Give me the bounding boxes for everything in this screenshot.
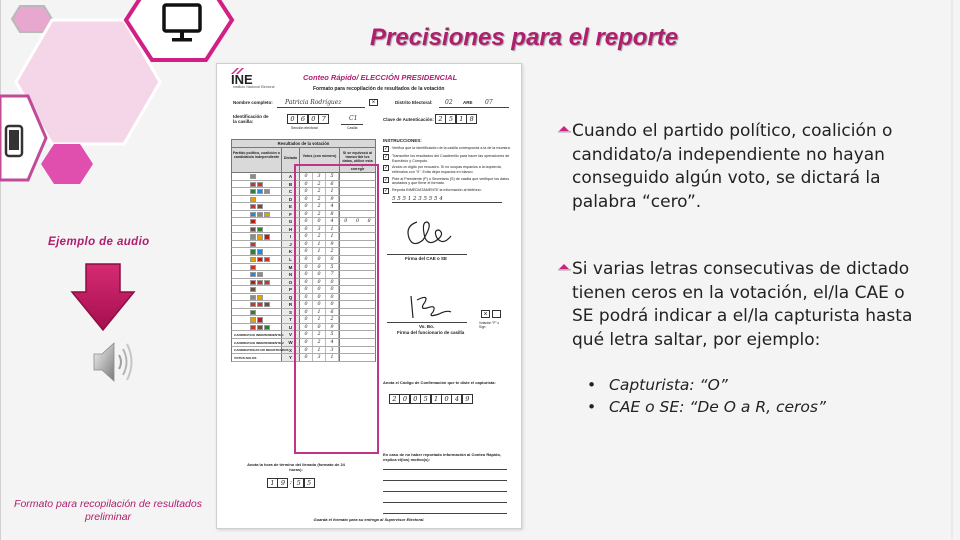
table-row bbox=[231, 196, 376, 204]
phone-icon bbox=[4, 124, 24, 158]
party-cell bbox=[232, 309, 282, 316]
cae-signature bbox=[403, 216, 453, 252]
party-cell: CANDIDATA/O INDEPENDIENTE 2 bbox=[234, 340, 284, 345]
table-row bbox=[231, 181, 376, 189]
ine-logo: INE bbox=[231, 72, 253, 87]
correction-cell bbox=[340, 286, 375, 293]
image-caption: Formato para recopilación de resultados preliminar bbox=[14, 498, 202, 523]
party-logo-icon bbox=[257, 227, 263, 232]
phone-number: 5 5 5 1 2 3 5 5 5 4 bbox=[392, 195, 443, 202]
are-label: ARE bbox=[463, 100, 473, 105]
correction-cell bbox=[340, 271, 375, 278]
party-logo-icon bbox=[257, 212, 263, 217]
dictado-letter: W bbox=[282, 339, 300, 346]
correction-cell bbox=[340, 294, 375, 301]
auth-label: Clave de Autenticación: bbox=[383, 117, 434, 122]
instructions-title: INSTRUCCIONES: bbox=[383, 138, 422, 143]
audio-example-label: Ejemplo de audio bbox=[48, 236, 150, 248]
party-logo-icon bbox=[250, 257, 256, 262]
table-row bbox=[231, 316, 376, 324]
correction-cell: 0 0 8 bbox=[344, 219, 371, 225]
dictado-letter: C bbox=[282, 188, 300, 195]
party-cell bbox=[232, 271, 282, 278]
col-votos-header: Votos (con número) bbox=[300, 148, 340, 172]
dictado-letter: M bbox=[282, 264, 300, 271]
instruction-item: ✓ Transcribe los resultados del Cuadernillo para hacer las operaciones de Escrutinio y Cómputo. bbox=[384, 154, 510, 163]
correction-cell bbox=[340, 188, 375, 195]
votes-cell: 0 2 6 bbox=[300, 181, 340, 188]
sign-cae-label: Firma del CAE o SE bbox=[405, 256, 448, 261]
party-logo-icon bbox=[250, 317, 256, 322]
checkbox-checked-icon: ✓ bbox=[384, 165, 389, 172]
table-row bbox=[231, 188, 376, 196]
table-row bbox=[231, 271, 376, 279]
page-title: Precisiones para el reporte bbox=[370, 24, 679, 51]
party-logo-icon bbox=[250, 182, 256, 187]
correction-cell bbox=[340, 354, 375, 361]
correction-cell bbox=[340, 233, 375, 240]
party-logo-icon bbox=[264, 257, 270, 262]
party-cell: CANDIDATA/O INDEPENDIENTE 1 bbox=[234, 332, 284, 337]
official-signature bbox=[407, 292, 453, 320]
dictado-letter: K bbox=[282, 248, 300, 255]
votes-cell: 0 0 7 bbox=[300, 271, 340, 278]
form-title: Conteo Rápido/ ELECCIÓN PRESIDENCIAL bbox=[303, 73, 458, 82]
table-row bbox=[231, 324, 376, 332]
instruction-item: ✓ Verifica que la identificación de la casilla corresponda a la de la muestra. bbox=[384, 146, 511, 152]
party-logo-icon bbox=[250, 265, 256, 270]
dictado-letter: U bbox=[282, 324, 300, 331]
party-logo-icon bbox=[257, 249, 263, 254]
correction-cell bbox=[340, 173, 375, 180]
casilla-label: Identificación de la casilla: bbox=[233, 114, 269, 124]
correction-cell bbox=[340, 339, 375, 346]
party-logo-icon bbox=[264, 302, 270, 307]
party-logo-icon bbox=[250, 227, 256, 232]
party-cell bbox=[232, 211, 282, 218]
party-logo-icon bbox=[250, 197, 256, 202]
table-row bbox=[231, 347, 376, 355]
results-table bbox=[231, 139, 376, 362]
party-logo-icon bbox=[257, 189, 263, 194]
dictado-letter: L bbox=[282, 256, 300, 263]
dictado-letter: Y bbox=[282, 354, 300, 361]
col-party-header: Partido político, coalición o candidato/a independiente bbox=[232, 148, 282, 172]
party-logo-icon bbox=[264, 234, 270, 239]
votes-cell: 0 1 9 bbox=[300, 241, 340, 248]
form-footer: Guarda el formato para su entrega al Supervisor Electoral. bbox=[313, 517, 425, 522]
name-value: Patricia Rodríguez bbox=[285, 99, 342, 106]
party-logo-icon bbox=[257, 182, 263, 187]
district-label: Distrito Electoral: bbox=[395, 100, 433, 105]
results-rows bbox=[231, 173, 376, 362]
votes-cell: 0 2 5 bbox=[300, 331, 340, 338]
table-row bbox=[231, 203, 376, 211]
dictado-letter: G bbox=[282, 218, 300, 225]
dictado-letter: D bbox=[282, 196, 300, 203]
votes-cell: 0 0 0 bbox=[300, 279, 340, 286]
votes-cell: 0 2 9 bbox=[300, 196, 340, 203]
bullet-item: Cuando el partido político, coalición o candidato/a independiente no hayan conseguido algún voto, se dictará la palabra “cero”. bbox=[558, 120, 930, 214]
party-logo-icon bbox=[257, 317, 263, 322]
party-logo-icon bbox=[257, 280, 263, 285]
party-cell bbox=[232, 233, 282, 240]
votes-cell: 0 2 1 bbox=[300, 188, 340, 195]
party-logo-icon bbox=[257, 295, 263, 300]
votes-cell: 0 1 6 bbox=[300, 309, 340, 316]
votes-cell: 0 3 1 bbox=[300, 354, 340, 361]
casilla-small-label: Casilla bbox=[347, 126, 358, 130]
votes-cell: 0 0 9 bbox=[300, 324, 340, 331]
table-row bbox=[231, 301, 376, 309]
col-extra-header: Sí se equivocó al transcribir los datos, utilice esta columna para corregir bbox=[342, 151, 373, 171]
party-cell bbox=[232, 226, 282, 233]
confirm-label: Anota el Código de Confirmación que te diste el capturista: bbox=[383, 380, 496, 385]
dictado-letter: A bbox=[282, 173, 300, 180]
dictado-letter: Q bbox=[282, 294, 300, 301]
votes-cell: 0 2 1 bbox=[300, 233, 340, 240]
correction-cell bbox=[340, 316, 375, 323]
are-value: 07 bbox=[485, 99, 493, 106]
party-cell bbox=[232, 241, 282, 248]
dictado-letter: T bbox=[282, 316, 300, 323]
table-title: Resultados de la votación bbox=[231, 139, 376, 147]
votes-cell: 0 0 0 bbox=[300, 256, 340, 263]
dictado-letter: H bbox=[282, 226, 300, 233]
party-logo-icon bbox=[257, 302, 263, 307]
casilla-digits: 0 6 0 7 bbox=[287, 114, 329, 124]
correction-cell bbox=[340, 331, 375, 338]
party-cell bbox=[232, 196, 282, 203]
dictado-letter: F bbox=[282, 211, 300, 218]
monitor-icon bbox=[160, 3, 204, 45]
correction-cell bbox=[340, 347, 375, 354]
party-cell bbox=[232, 256, 282, 263]
ine-logo-subtitle: Instituto Nacional Electoral bbox=[233, 85, 275, 89]
party-cell bbox=[232, 264, 282, 271]
party-logo-icon bbox=[264, 212, 270, 217]
correction-cell bbox=[340, 181, 375, 188]
party-logo-icon bbox=[250, 204, 256, 209]
time-digits: 1 9 : 5 5 bbox=[267, 478, 314, 488]
party-logo-icon bbox=[250, 212, 256, 217]
dictado-letter: O bbox=[282, 279, 300, 286]
party-logo-icon bbox=[250, 174, 256, 179]
party-cell bbox=[232, 316, 282, 323]
party-cell bbox=[232, 279, 282, 286]
dictado-letter: J bbox=[282, 241, 300, 248]
table-row bbox=[231, 248, 376, 256]
instruction-item: ✓ Reporta INMEDIATAMENTE la información al teléfono: bbox=[384, 187, 482, 194]
party-logo-icon bbox=[250, 234, 256, 239]
correction-cell bbox=[340, 226, 375, 233]
example-list bbox=[584, 374, 930, 418]
table-row bbox=[231, 294, 376, 302]
party-cell bbox=[232, 301, 282, 308]
form-document-image: INE Instituto Nacional Electoral Conteo Rápido/ ELECCIÓN PRESIDENCIAL Formato para recopilación de resultados de la votación Nombre completo: Patricia Rodríguez × Distrito Electoral: 02 ARE 07 Identificación de la casilla: 0 6 0 7 C1 Sección electoral Casilla Clave de Autenticación: 2 5 1 8 Resultados de la votación Partido político, coalición o candidato/a independiente Dictado Votos (con número) Sí se equivocó al transcribir los datos, utilice esta columna para corregir A 0 3 5 B 0 2 6 C 0 2 1 D 0 2 9 E 0 2 4 F 0 2 8 G 0 0 4 0 0 8 H 0 3 1 I 0 2 1 J 0 1 9 K 0 1 2 L 0 0 0 M 0 0 5 N 0 0 7 O 0 0 0 P 0 0 0 Q 0 0 0 R 0 0 0 S 0 1 6 T 0 1 2 U 0 0 9 CANDIDATA/O INDEPENDIENTE 1 V 0 2 5 CANDIDATA/O INDEPENDIENTE 2 W 0 2 4 CANDIDATOS/AS NO REGISTRADOS X 0 1 3 VOTOS NULOS Y 0 3 1 INSTRUCCIONES: ✓ Verifica que la identificación de la casilla corresponda a la de la muestra. ✓ Transcribe los resultados del Cuadernillo para hacer las operaciones de Escrutinio y Cómputo. ✓ Anota un dígito por recuadro. Si no ocupas espacios a la izquierda, rellénalos con "0". Evita dejar espacios en blanco. ✓ Pide al Presidente (P) o Secretario (S) de casilla que verifique los datos anotados y que firme el formato. ✓ Reporta INMEDIATAMENTE la información al teléfono: 5 5 5 1 2 3 5 5 5 4 Firma del CAE o SE Vo. Bo. Firma del funcionario de casilla × Votación "P" o Sign Anota el Código de Confirmación que te diste el capturista: 2 0 0 5 1 0 4 9 En caso de no haber reportado información al Conteo Rápido, explica el(los) motivo(s): Anota la hora de término del llenado (formato de 24 horas): 1 9 : 5 5 Guarda el formato para su entrega al Supervisor Electoral. bbox=[216, 63, 522, 529]
party-cell bbox=[232, 286, 282, 293]
table-row bbox=[231, 173, 376, 181]
name-label: Nombre completo: bbox=[233, 100, 273, 105]
party-cell bbox=[232, 294, 282, 301]
bullet-marker-icon bbox=[558, 263, 571, 273]
correction-cell bbox=[340, 301, 375, 308]
dictado-letter: V bbox=[282, 331, 300, 338]
table-row bbox=[231, 218, 376, 226]
correction-cell bbox=[340, 279, 375, 286]
party-logo-icon bbox=[257, 204, 263, 209]
correction-cell bbox=[340, 264, 375, 271]
party-logo-icon bbox=[250, 287, 256, 292]
correction-cell bbox=[340, 211, 375, 218]
correction-cell bbox=[340, 203, 375, 210]
party-cell bbox=[232, 218, 282, 225]
party-cell bbox=[232, 248, 282, 255]
checkbox-checked-icon: ✓ bbox=[384, 187, 389, 194]
casilla-type: C1 bbox=[349, 115, 358, 122]
bullet-item: Si varias letras consecutivas de dictado tienen ceros en la votación, el/la CAE o SE podrá indicar a el/la capturista hasta qué letra saltar, por ejemplo: bbox=[558, 258, 930, 352]
table-row bbox=[231, 256, 376, 264]
dictado-letter: B bbox=[282, 181, 300, 188]
party-logo-icon bbox=[250, 272, 256, 277]
dictado-letter: N bbox=[282, 271, 300, 278]
party-logo-icon bbox=[264, 280, 270, 285]
votes-cell: 0 1 2 bbox=[300, 248, 340, 255]
votes-cell: 0 3 5 bbox=[300, 173, 340, 180]
col-dictado-header: Dictado bbox=[282, 148, 300, 172]
party-cell bbox=[232, 173, 282, 180]
correction-cell bbox=[340, 241, 375, 248]
table-row bbox=[231, 233, 376, 241]
example-item: • Capturista: “O” bbox=[587, 376, 728, 394]
party-logo-icon bbox=[250, 280, 256, 285]
correction-cell bbox=[340, 256, 375, 263]
table-row bbox=[231, 264, 376, 272]
table-row bbox=[231, 331, 376, 339]
dictado-letter: X bbox=[282, 347, 300, 354]
dictado-letter: S bbox=[282, 309, 300, 316]
party-logo-icon bbox=[250, 325, 256, 330]
table-row bbox=[231, 279, 376, 287]
note-label: En caso de no haber reportado información al Conteo Rápido, explica el(los) motivo(s): bbox=[383, 452, 502, 462]
dictado-letter: R bbox=[282, 301, 300, 308]
district-value: 02 bbox=[445, 99, 453, 106]
votes-cell: 0 0 0 bbox=[300, 294, 340, 301]
correction-cell bbox=[340, 248, 375, 255]
party-logo-icon bbox=[264, 189, 270, 194]
votes-cell: 0 0 0 bbox=[300, 301, 340, 308]
correction-cell bbox=[340, 324, 375, 331]
vobo-label: Vo. Bo. bbox=[419, 324, 435, 329]
party-cell bbox=[232, 188, 282, 195]
party-logo-icon bbox=[250, 249, 256, 254]
down-arrow-icon bbox=[70, 262, 136, 332]
party-logo-icon bbox=[250, 219, 256, 224]
dictado-letter: E bbox=[282, 203, 300, 210]
seccion-label: Sección electoral bbox=[291, 126, 318, 130]
instruction-item: ✓ Anota un dígito por recuadro. Si no ocupas espacios a la izquierda, rellénalos con "0". Evita dejar espacios en blanco. bbox=[384, 165, 502, 174]
table-row bbox=[231, 309, 376, 317]
party-cell: VOTOS NULOS bbox=[232, 354, 282, 361]
party-logo-icon bbox=[257, 272, 263, 277]
party-logo-icon bbox=[264, 325, 270, 330]
table-row bbox=[231, 241, 376, 249]
table-row bbox=[231, 211, 376, 219]
party-cell bbox=[232, 181, 282, 188]
party-cell: CANDIDATOS/AS NO REGISTRADOS bbox=[234, 348, 289, 353]
checkbox-checked-icon: ✓ bbox=[384, 176, 389, 183]
bullet-list bbox=[558, 120, 930, 418]
checkbox-checked-icon: ✓ bbox=[384, 146, 389, 152]
party-logo-icon bbox=[250, 242, 256, 247]
time-label: Anota la hora de término del llenado (formato de 24 horas): bbox=[247, 462, 345, 472]
votes-cell: 0 0 0 bbox=[300, 286, 340, 293]
party-logo-icon bbox=[250, 302, 256, 307]
party-logo-icon bbox=[250, 310, 256, 315]
table-row bbox=[231, 339, 376, 347]
party-cell bbox=[232, 203, 282, 210]
checkbox-checked-icon: ✓ bbox=[384, 154, 389, 161]
votes-cell: 0 3 1 bbox=[300, 226, 340, 233]
instruction-item: ✓ Pide al Presidente (P) o Secretario (S) de casilla que verifique los datos anotados y que firme el formato. bbox=[384, 176, 510, 185]
dictado-letter: I bbox=[282, 233, 300, 240]
example-item: • CAE o SE: “De O a R, ceros” bbox=[587, 398, 826, 416]
party-logo-icon bbox=[257, 234, 263, 239]
correction-cell bbox=[340, 309, 375, 316]
table-row bbox=[231, 286, 376, 294]
form-subtitle: Formato para recopilación de resultados de la votación bbox=[313, 86, 445, 92]
confirm-digits: 2 0 0 5 1 0 4 9 bbox=[389, 394, 472, 404]
votes-cell: 0 1 3 bbox=[300, 347, 340, 354]
votes-cell: 0 1 2 bbox=[300, 316, 340, 323]
bullet-marker-icon bbox=[558, 125, 571, 135]
auth-digits: 2 5 1 8 bbox=[435, 114, 477, 124]
votes-cell: 0 0 5 bbox=[300, 264, 340, 271]
table-row bbox=[231, 354, 376, 362]
votes-cell: 0 2 4 bbox=[300, 339, 340, 346]
party-cell bbox=[232, 324, 282, 331]
correction-cell bbox=[340, 196, 375, 203]
party-logo-icon bbox=[257, 257, 263, 262]
party-logo-icon bbox=[250, 189, 256, 194]
table-row bbox=[231, 226, 376, 234]
party-logo-icon bbox=[250, 295, 256, 300]
p-label: Votación "P" o Sign bbox=[479, 321, 500, 329]
dictado-letter: P bbox=[282, 286, 300, 293]
sign-official-label: Firma del funcionario de casilla bbox=[397, 330, 465, 335]
speaker-icon[interactable] bbox=[92, 337, 134, 387]
votes-cell: 0 0 4 bbox=[300, 218, 340, 225]
party-logo-icon bbox=[257, 325, 263, 330]
votes-cell: 0 2 4 bbox=[300, 203, 340, 210]
votes-cell: 0 2 8 bbox=[300, 211, 340, 218]
instructions-block bbox=[383, 138, 513, 203]
